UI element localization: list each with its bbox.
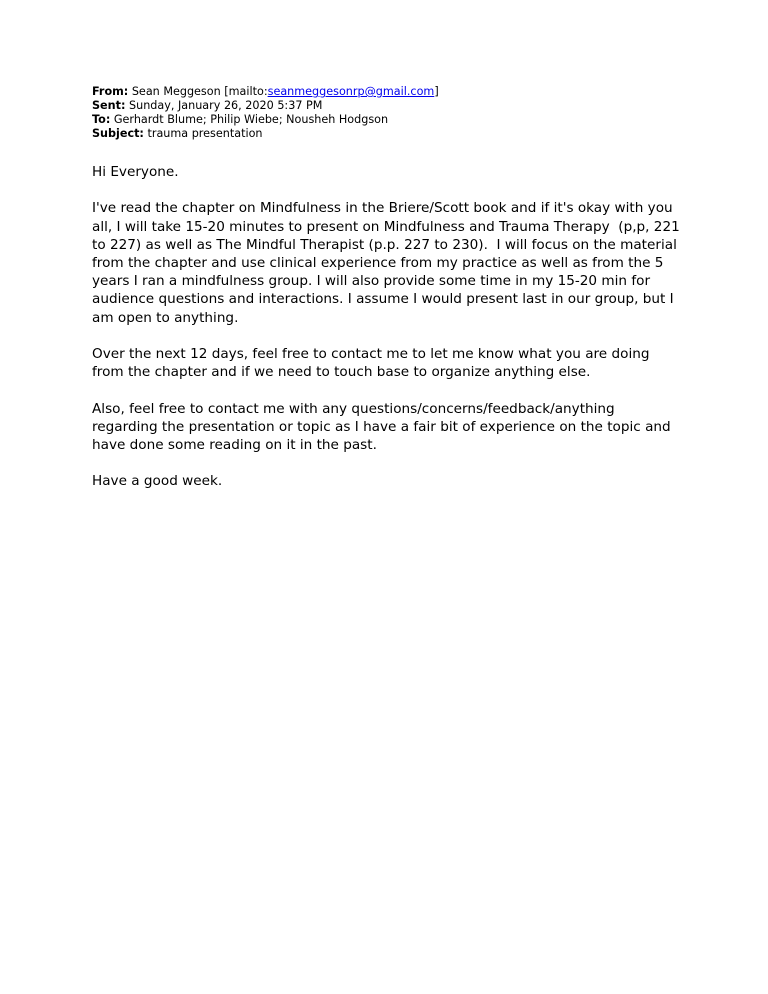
from-line <box>92 85 712 99</box>
email-body <box>92 163 685 509</box>
sent-label: Sent: <box>92 99 126 112</box>
to-line <box>92 113 712 127</box>
subject-value: trauma presentation <box>147 127 263 140</box>
body-paragraph-proposal: I've read the chapter on Mindfulness in the Briere/Scott book and if it's okay with you all, I will take 15-20 minutes to present on Mindfulness and Trauma Therapy (p,p, 221 to 227) as well as The Mindful Therapist (p.p. 227 to 230). I will focus on the material from the chapter and use clinical experience from my practice as well as from the 5 years I ran a mindfulness group. I will also provide some time in my 15-20 min for audience questions and interactions. I assume I would present last in our group, but I am open to anything. <box>92 200 685 326</box>
mailto-suffix: ] <box>434 85 439 98</box>
subject-line <box>92 127 712 141</box>
greeting-paragraph: Hi Everyone. <box>92 164 179 180</box>
body-paragraph-questions: Also, feel free to contact me with any questions/concerns/feedback/anything regarding the presentation or topic as I have a fair bit of experience on the topic and have done some reading on it in the past. <box>92 400 675 453</box>
to-label: To: <box>92 113 111 126</box>
email-header <box>92 85 712 141</box>
sent-line <box>92 99 712 113</box>
closing-paragraph: Have a good week. <box>92 473 223 490</box>
from-email-link[interactable]: seanmeggesonrp@gmail.com <box>267 85 435 98</box>
body-paragraph-contact: Over the next 12 days, feel free to contact me to let me know what you are doing from the chapter and if we need to touch base to organize anything else. <box>92 346 654 381</box>
mailto-prefix: [mailto: <box>224 85 268 98</box>
from-label: From: <box>92 85 129 98</box>
from-name: Sean Meggeson <box>131 85 221 98</box>
to-value: Gerhardt Blume; Philip Wiebe; Nousheh Hodgson <box>113 113 389 126</box>
subject-label: Subject: <box>92 127 144 140</box>
sent-value: Sunday, January 26, 2020 5:37 PM <box>129 99 323 112</box>
